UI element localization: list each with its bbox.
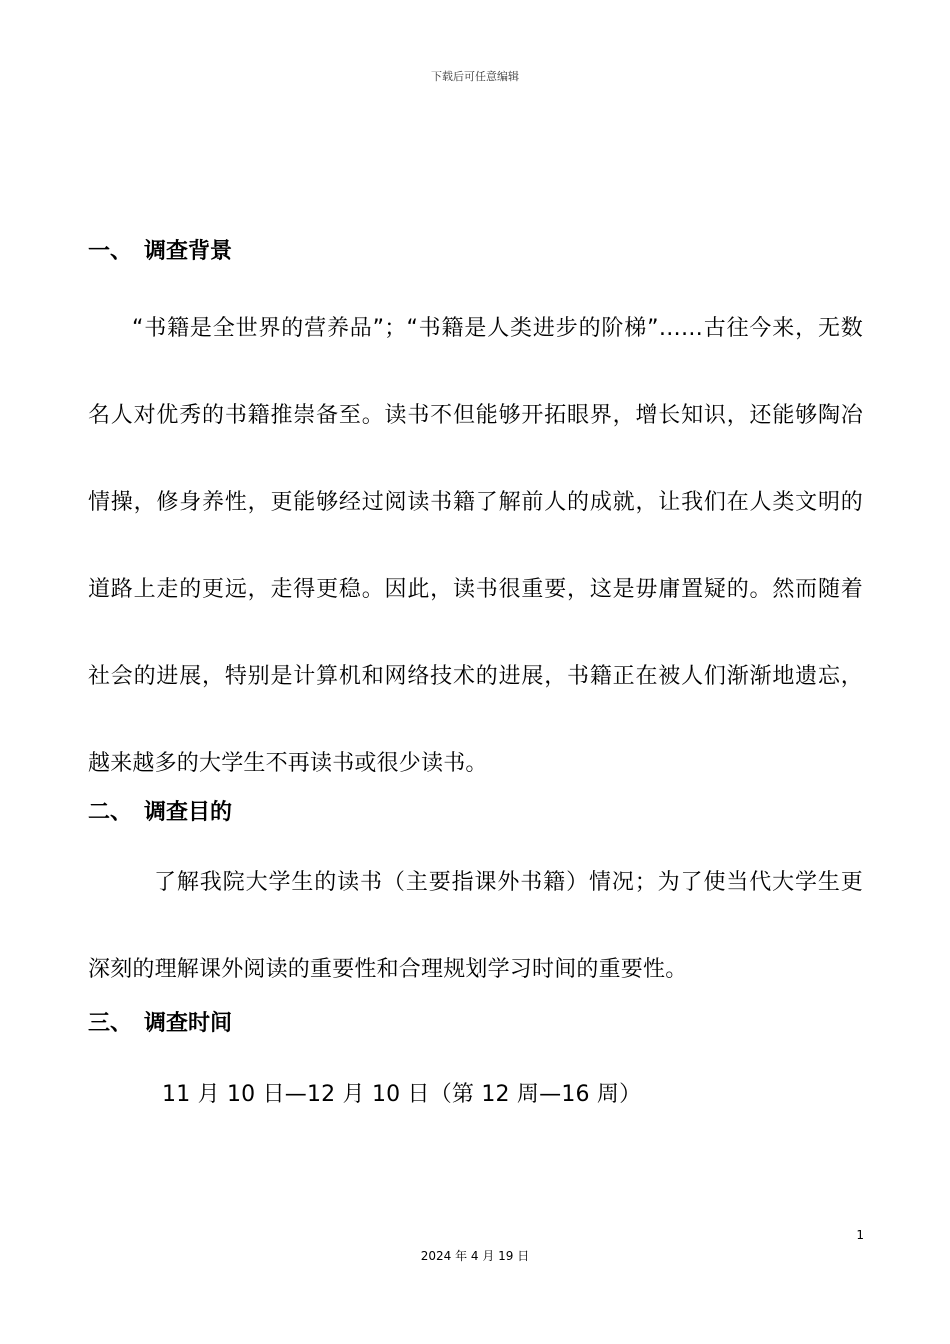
section-heading-background [88,226,863,278]
page-footer-date: 2024 年 4 月 19 日 [420,1249,530,1263]
section-paragraph-time: 11 月 10 日—12 月 10 日（第 12 周—16 周） [162,1082,642,1107]
section-title: 调查目的 [144,800,233,825]
section-title: 调查时间 [144,1011,233,1036]
page-header-note: 下载后可任意编辑 [431,70,519,83]
section-number: 二、 [88,800,133,825]
section-paragraph-background: “书籍是全世界的营养品”；“书籍是人类进步的阶梯”……古往今来，无数名人对优秀的书籍推崇备至。读书不但能够开拓眼界，增长知识，还能够陶冶情操，修身养性，更能够经过阅读书籍了解前人的成就，让我们在人类文明的道路上走的更远，走得更稳。因此，读书很重要，这是毋庸置疑的。然而随着社会的进展，特别是计算机和网络技术的进展，书籍正在被人们渐渐地遗忘，越来越多的大学生不再读书或很少读书。 [88,316,863,776]
section-number: 三、 [88,1011,133,1036]
section-title: 调查背景 [144,239,233,264]
document-body [88,226,863,1140]
page-number: 1 [856,1228,864,1242]
section-paragraph-purpose: 了解我院大学生的读书（主要指课外书籍）情况；为了使当代大学生更深刻的理解课外阅读的重要性和合理规划学习时间的重要性。 [88,870,863,982]
section-number: 一、 [88,239,133,264]
